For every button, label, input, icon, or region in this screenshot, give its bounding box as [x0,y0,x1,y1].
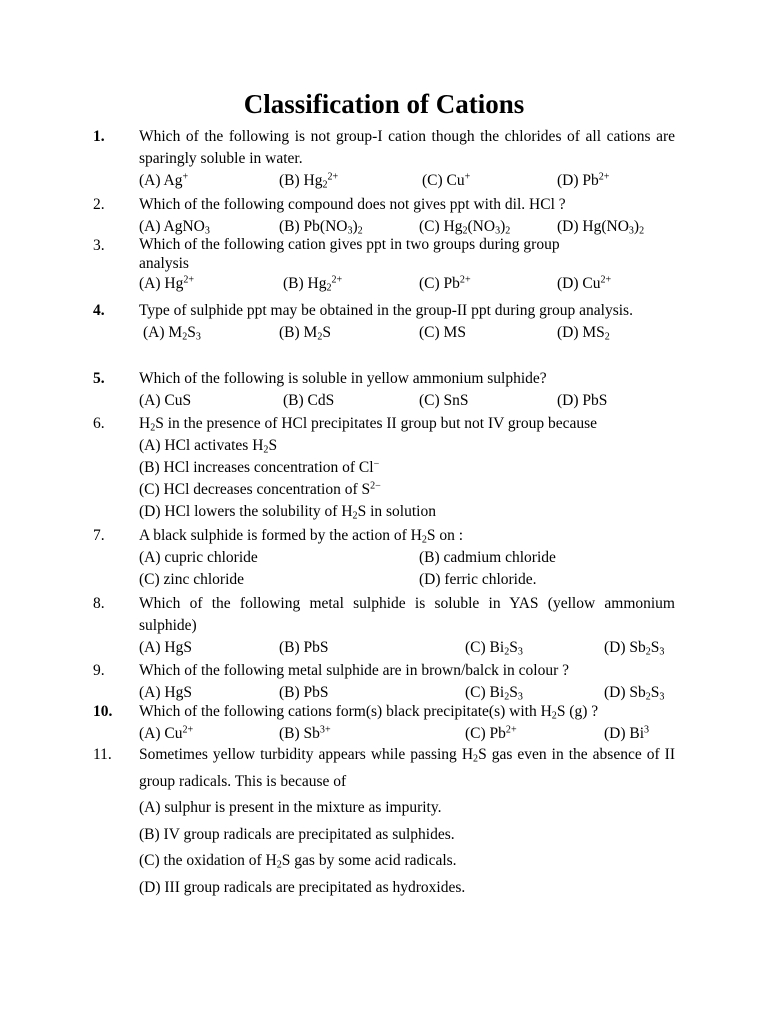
question-8 [93,593,675,659]
question-text: Which of the following cation gives ppt in two groups during group [139,236,560,253]
option-b: (B) cadmium chloride [419,549,556,566]
question-number: 5. [93,370,105,387]
option-b: (B) IV group radicals are precipitated as sulphides. [139,825,455,843]
option-d: (D) $MS_2$ [557,324,610,343]
option-c: (C) the oxidation of $H_2S$ gas by some acid radicals. [139,852,457,871]
question-9 [93,660,675,704]
question-number: 8. [93,595,105,612]
option-d: (D) HCl lowers the solubility of $H_2S$ in solution [139,503,436,522]
question-text: Which of the following cations form(s) black precipitate(s) with $H_2S$ (g) ? [139,703,599,722]
option-b: (B) PbS [279,639,329,656]
question-3 [93,235,675,295]
option-d: (D) III group radicals are precipitated as hydroxides. [139,878,466,896]
option-b: (B) $Hg_2^{2+}$ [283,274,343,294]
option-a: (A) sulphur is present in the mixture as impurity. [139,799,442,816]
question-7 [93,525,675,591]
option-b: (B) CdS [283,392,335,409]
option-d: (D) $Cu^{2+}$ [557,274,612,292]
option-b: (B) PbS [279,684,329,701]
option-a: (A) Ag+ [139,171,189,189]
option-c: (C) HCl decreases concentration of $S^{2-}$ [139,480,381,498]
question-text: Which of the following metal sulphide is soluble in YAS (yellow ammonium sulphide) [139,595,675,634]
option-a: (A) CuS [139,392,192,409]
option-b: (B) $Pb(NO_3)_2$ [279,218,363,237]
option-a: (A) $Hg^{2+}$ [139,274,195,292]
option-a: (A) HgS [139,684,192,701]
question-text: A black sulphide is formed by the action of $H_2S$ on : [139,527,464,546]
question-text: Sometimes yellow turbidity appears while passing $H_2S$ gas even in the absence of II group radicals. This is because of [139,746,675,790]
question-text: Type of sulphide ppt may be obtained in the group-II ppt during group analysis. [139,302,633,319]
option-d: (D) $Sb_2S_3$ [604,639,665,658]
option-b: (B) HCl increases concentration of Cl− [139,458,380,476]
option-a: (A) HCl activates $H_2S$ [139,437,278,456]
option-c: (C) MS [419,324,466,341]
option-c: (C) $Bi_2S_3$ [465,684,523,703]
question-10 [93,701,675,745]
option-c: (C) $Pb^{2+}$ [465,724,517,742]
option-d: (D) $Pb^{2+}$ [557,171,610,189]
option-d: (D) Bi$^3$ [604,724,650,742]
question-text: Which of the following metal sulphide are in brown/balck in colour ? [139,662,570,679]
option-c: (C) $Bi_2S_3$ [465,639,523,658]
question-text: Which of the following is not group-I cation though the chlorides of all cations are sparingly soluble in water. [139,128,675,167]
question-11 [93,742,675,901]
option-a: (A) HgS [139,639,192,656]
question-number: 11. [93,746,112,763]
option-c: (C) $Pb^{2+}$ [419,274,471,292]
question-number: 4. [93,302,105,319]
option-d: (D) PbS [557,392,608,409]
question-number: 2. [93,196,105,213]
question-number: 1. [93,128,105,145]
question-text-cont: analysis [139,255,189,272]
option-d: (D) ferric chloride. [419,571,537,588]
question-number: 6. [93,415,105,432]
question-text: $H_2S$ in the presence of HCl precipitates II group but not IV group because [139,415,598,434]
option-c: (C) zinc chloride [139,571,245,588]
option-a: (A) $M_2S_3$ [143,324,201,343]
option-c: (C) $Hg_2(NO_3)_2$ [419,218,511,237]
option-a: (A) $Cu^{2+}$ [139,724,194,742]
question-number: 9. [93,662,105,679]
option-d: (D) $Sb_2S_3$ [604,684,665,703]
option-d: (D) $Hg(NO_3)_2$ [557,218,645,237]
option-b: (B) $M_2S$ [279,324,331,343]
question-1 [93,126,675,192]
question-4 [93,300,675,344]
option-c: (C) SnS [419,392,469,409]
option-b: (B) $Hg_2^{2+}$ [279,171,339,191]
question-text: Which of the following compound does not gives ppt with dil. HCl ? [139,196,566,213]
option-b: (B) $Sb^{3+}$ [279,724,331,742]
question-text: Which of the following is soluble in yellow ammonium sulphide? [139,370,547,387]
question-number: 3. [93,237,105,254]
question-number: 10. [93,703,113,720]
option-a: (A) cupric chloride [139,549,258,566]
page-title: Classification of Cations [243,89,525,119]
question-2 [93,194,675,236]
question-6 [93,413,675,523]
question-5 [93,368,675,412]
option-a: (A) AgNO$_3$ [139,218,210,237]
question-number: 7. [93,527,105,544]
option-c: (C) Cu+ [422,171,471,189]
